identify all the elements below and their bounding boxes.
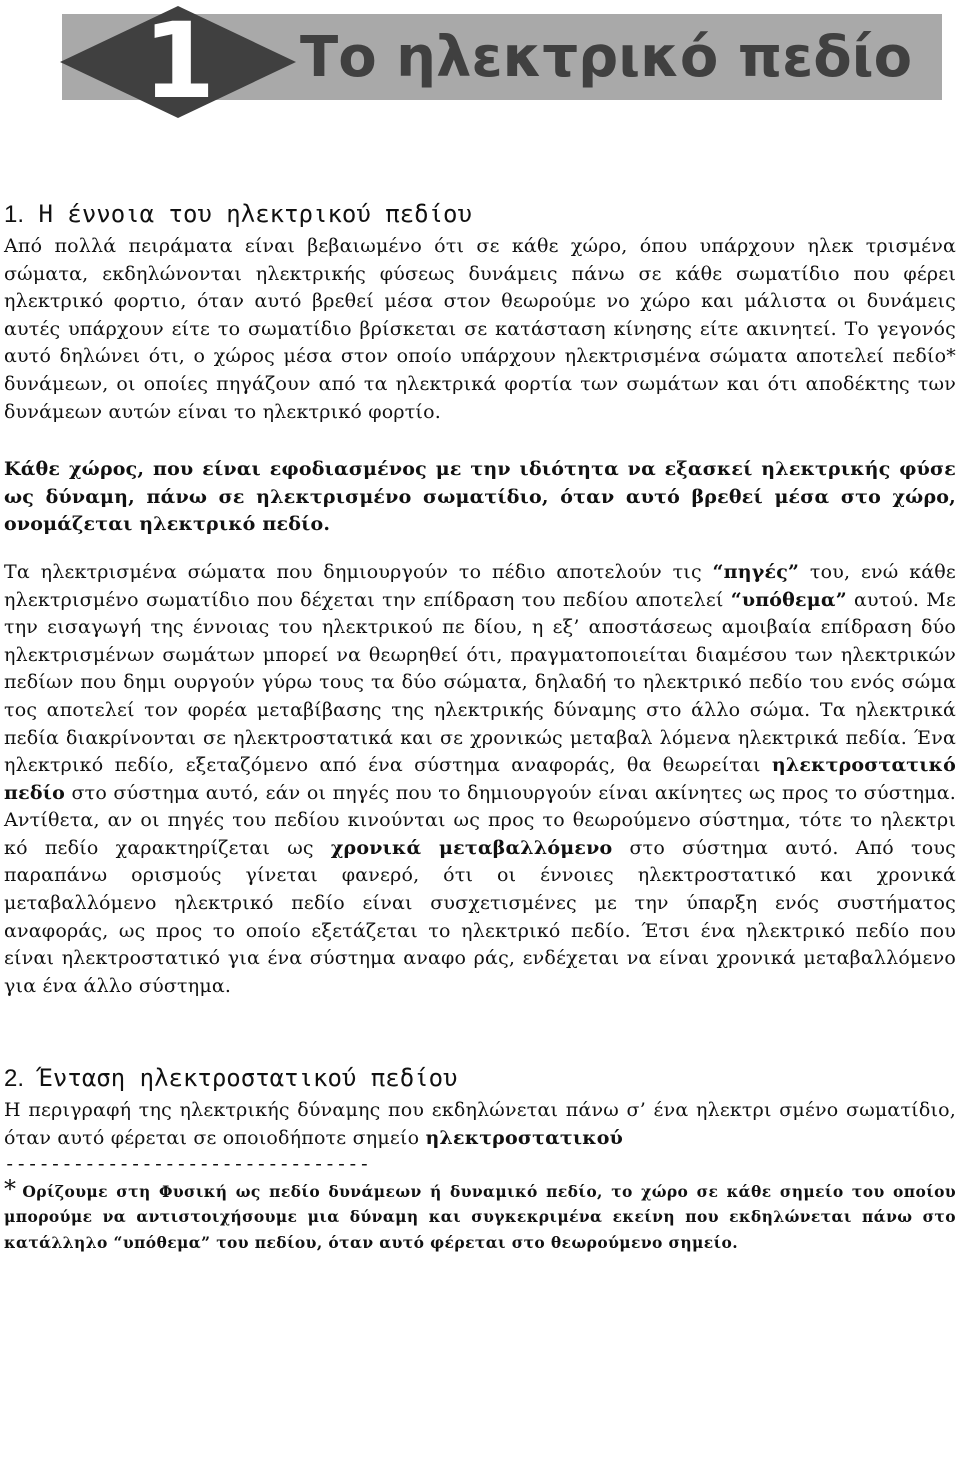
footnote (4, 1174, 956, 1256)
section-1-title: Η έννοια του ηλεκτρικού πεδίου (38, 200, 472, 228)
term-time-varying: χρονικά μεταβαλλόμενο (330, 836, 613, 859)
section-2-heading (4, 1060, 956, 1097)
section-1-paragraph-1: Από πολλά πειράματα είναι βεβαιωμένο ότι σε κάθε χώρο, όπου υπάρχουν ηλεκ τρισμένα σώματα, εκδηλώνονται ηλεκτρικής φύσεως δυνάμεις πάνω σε κάθε σωματίδιο που φέρει ηλεκτρικό φορτιο, όταν αυτό βρεθεί μέσα στον θεωρούμε νο χώρο και μάλιστα οι δυνάμεις αυτές υπάρχουν είτε το σωματίδιο βρίσκεται σε κατάσταση κίνησης είτε ακινητεί. Το γεγονός αυτό δηλώνει ότι, ο χώρος μέσα στον οποίο υπάρχουν ηλεκτρισμένα σώματα αποτελεί πεδίο* δυνάμεων, οι οποίες πηγάζουν από τα ηλεκτρικά φορτία των σωμάτων και ότι αποδέκτης των δυνάμεων αυτών είναι το ηλεκτρικό φορτίο. (4, 235, 956, 423)
footnote-text: Ορίζουμε στη Φυσική ως πεδίο δυνάμεων ή δυναμικό πεδίο, το χώρο σε κάθε σημείο του οποίου μπορούμε να αντιστοιχήσουμε μια δύναμη και συγκεκριμένα εκείνη που εκδηλώνεται πάνω στο κατάλληλο “υπόθεμα” του πεδίου, όταν αυτό φέρεται στο θεωρούμενο σημείο. (4, 1181, 956, 1252)
para3-text-2: του, ενώ κάθε ηλεκτρισμένο σωματίδιο που δέχεται την επίδραση του πεδίου αποτελεί (4, 560, 956, 611)
section-2-title: Ένταση ηλεκτροστατικού πεδίου (38, 1064, 458, 1093)
section-2-number: 2. (4, 1065, 25, 1093)
section-1-number: 1. (4, 201, 25, 228)
footnote-marker: * (4, 1174, 17, 1203)
para3-text-1: Τα ηλεκτρισμένα σώματα που δημιουργούν το πέδιο αποτελούν τις (4, 560, 713, 583)
section-2-text-1: Η περιγραφή της ηλεκτρικής δύναμης που εκδηλώνεται πάνω σ’ ένα ηλεκτρι σμένο σωματίδιο, όταν αυτό φέρεται σε οποιοδήποτε σημείο (4, 1099, 956, 1150)
term-electrostatic-field: ηλεκτροστατικό πεδίο (4, 754, 956, 804)
section-1-definition: Κάθε χώρος, που είναι εφοδιασμένος με την ιδιότητα να εξασκεί ηλεκτρικής φύσε ως δύναμη, πάνω σε ηλεκτρισμένο σωματίδιο, όταν αυτό βρεθεί μέσα στο χώρο, ονομάζεται ηλεκτρικό πεδίο. (4, 458, 956, 536)
term-sources: “πηγές” (712, 560, 800, 583)
chapter-banner (0, 0, 960, 125)
term-electrostatic: ηλεκτροστατικού (425, 1127, 623, 1150)
section-1-heading (4, 196, 956, 233)
term-subject: “υπόθεμα” (730, 588, 847, 611)
section-2-paragraph (4, 1097, 956, 1152)
main-content (4, 196, 956, 1255)
para3-text-3: αυτού. Με την εισαγωγή της έννοιας του ηλεκτρικού πε δίου, η εξ’ αποστάσεως αμοιβαία επίδραση δύο ηλεκτρισμένων σωμάτων μπορεί να θεωρηθεί ότι, πραγματοποιείται διαμέσου των ηλεκτρικών πεδίων που δημι ουργούν γύρω τους τα δύο σώματα, δηλαδή το ηλεκτρικό πεδίο του ενός σώμα τος αποτελεί τον φορέα μεταβίβασης της ηλεκτρικής δύναμης στο άλλο σώμα. Τα ηλεκτρικά πεδία διακρίνονται σε ηλεκτροστατικά και σε χρονικώς μεταβαλ λόμενα ηλεκτρικά πεδία. Ένα ηλεκτρικό πεδίο, εξεταζόμενο από ένα σύστημα αναφοράς, θα θεωρείται (4, 588, 956, 777)
para3-text-4: στο σύστημα αυτό, εάν οι πηγές που το δημιουργούν είναι ακίνητες ως προς το σύστημα. Αντίθετα, αν οι πηγές του πεδίου κινούνται ως προς το θεωρούμενο σύστημα, τότε το ηλεκτρι κό πεδίο χαρακτηρίζεται ως (4, 781, 956, 859)
footnote-separator: -------------------------------- (4, 1152, 371, 1175)
para3-text-5: στο σύστημα αυτό. Από τους παραπάνω ορισμούς γίνεται φανερό, ότι οι έννοιες ηλεκτροστατικό και χρονικά μεταβαλλόμενο ηλεκτρικό πεδίο είναι συσχετισμένες με την ύπαρξη ενός συστήματος αναφοράς, ως προς το οποίο εξετάζεται το ηλεκτρικό πεδίο. Έτσι ένα ηλεκτρικό πεδίο που είναι ηλεκτροστατικό για ένα σύστημα αναφο ράς, ενδέχεται να είναι χρονικά μεταβαλλόμενο για ένα άλλο σύστημα. (4, 836, 956, 997)
chapter-title: Το ηλεκτρικό πεδίο (300, 25, 913, 90)
chapter-number: 1 (142, 0, 216, 122)
section-1-paragraph-3 (4, 559, 956, 1001)
